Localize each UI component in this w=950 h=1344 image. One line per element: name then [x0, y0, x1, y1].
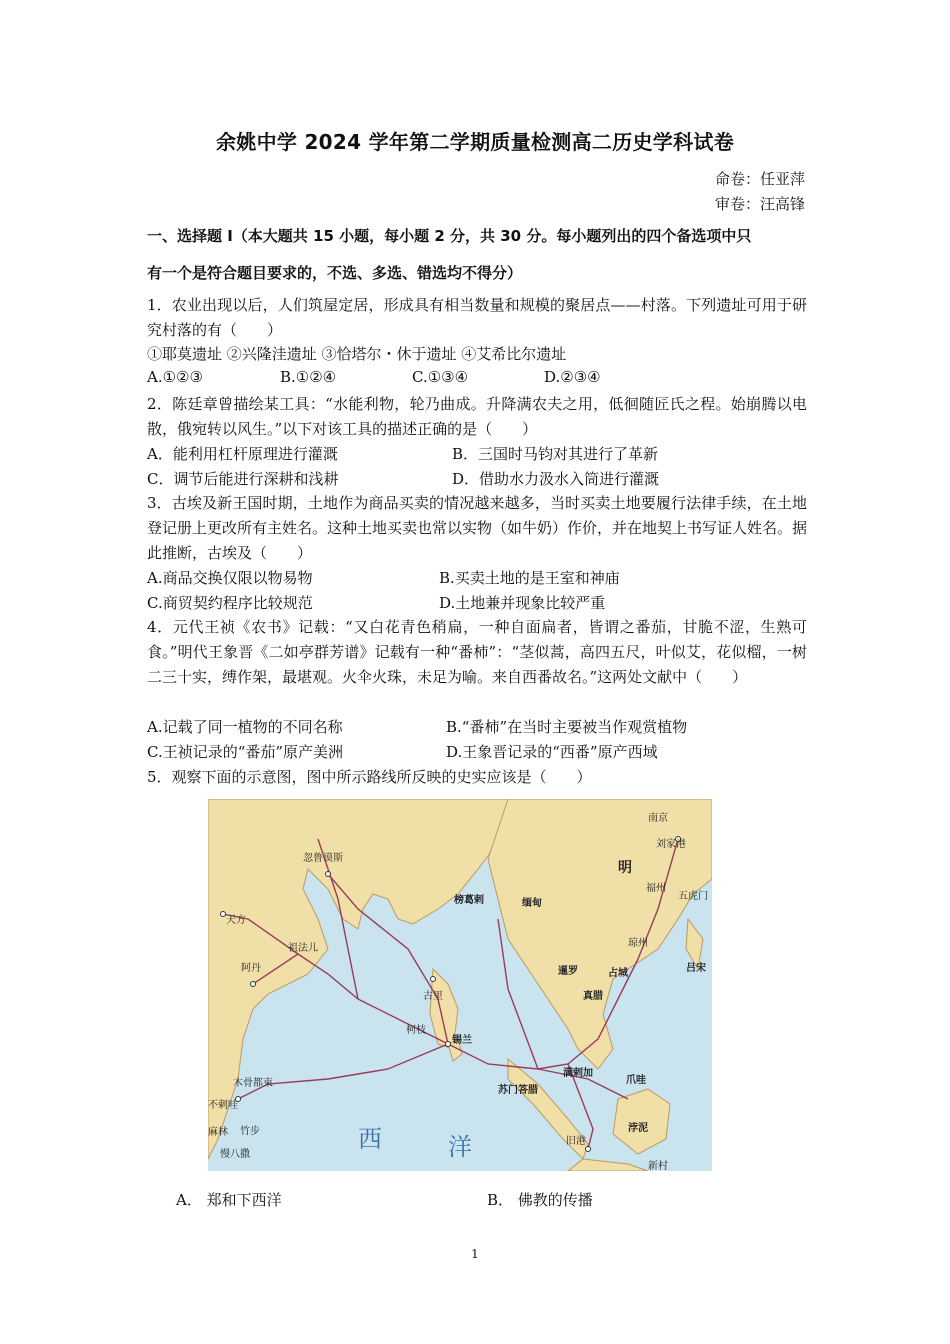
voyage-route-map [208, 799, 712, 1171]
map-label: 榜葛剌 [454, 895, 484, 906]
map-label: 天方 [226, 915, 246, 926]
map-label: 琼州 [628, 938, 648, 949]
map-label: 柯枝 [406, 1025, 426, 1036]
q2-stem: 2．陈廷章曾描绘某工具：“水能利物，轮乃曲成。升降满农夫之用，低徊随匠氏之程。始崩腾以电散，俄宛转以风生。”以下对该工具的描述正确的是（ ） [147, 395, 807, 438]
map-label: 暹罗 [558, 966, 578, 977]
section-heading-line1: 一、选择题 I（本大题共 15 小题，每小题 2 分，共 30 分。每小题列出的四个备选项中只 [147, 227, 752, 245]
map-label: 新村 [648, 1161, 668, 1171]
q3-option-b: B.买卖土地的是王室和神庙 [439, 569, 620, 587]
ocean-label-yang: 洋 [448, 1133, 474, 1161]
q5-stem: 5．观察下面的示意图，图中所示路线所反映的史实应该是（ ） [147, 768, 592, 786]
map-label: 明 [618, 860, 632, 876]
map-label: 锡兰 [452, 1035, 472, 1046]
map-label: 苏门答腊 [498, 1085, 538, 1096]
map-label: 阿丹 [241, 963, 261, 974]
q4-option-d: D.王象晋记录的“西番”原产西域 [446, 743, 658, 761]
q2-option-d: D．借助水力汲水入筒进行灌溉 [452, 470, 660, 488]
setter-line: 命卷：任亚萍 [714, 170, 805, 188]
q1-option-b: B.①②④ [280, 368, 337, 386]
ocean-label-xi: 西 [358, 1125, 384, 1153]
section-heading-line2: 有一个是符合题目要求的，不选、多选、错选均不得分） [147, 264, 523, 282]
page-title: 余姚中学 2024 学年第二学期质量检测高二历史学科试卷 [216, 130, 734, 154]
q1-option-a: A.①②③ [147, 368, 203, 386]
map-label: 旧港 [566, 1136, 586, 1147]
map-label: 占城 [608, 968, 628, 979]
q2-option-b: B．三国时马钧对其进行了革新 [452, 445, 659, 463]
map-label: 慢八撒 [220, 1149, 250, 1160]
q3-option-a: A.商品交换仅限以物易物 [147, 569, 313, 587]
map-label: 忽鲁谟斯 [303, 853, 343, 864]
map-label: 满剌加 [563, 1068, 593, 1079]
q4-stem: 4．元代王祯《农书》记载：“又白花青色稍扁，一种自面扁者，皆谓之番茄，甘脆不涩，生熟可食。”明代王象晋《二如亭群芳谱》记载有一种“番柿”：“茎似蒿，高四五尺，叶似艾，花似榴，一树二三十实，缚作架，最堪观。火伞火珠，未足为喻。来自西番故名。”这两处文献中（ ） [147, 618, 807, 686]
reviewer-line: 审卷：汪高锋 [714, 195, 805, 213]
map-label: 真腊 [583, 991, 603, 1002]
map-label: 缅甸 [522, 898, 542, 909]
map-label: 爪哇 [626, 1075, 646, 1086]
q3-stem: 3．古埃及新王国时期，土地作为商品买卖的情况越来越多，当时买卖土地要履行法律手续，在土地登记册上更改所有主姓名。这种土地买卖也常以实物（如牛奶）作价，并在地契上书写证人姓名。据此推断，古埃及（ ） [147, 494, 808, 562]
q4-option-c: C.王祯记录的“番茄”原产美洲 [147, 743, 344, 761]
q3-option-d: D.土地兼并现象比较严重 [439, 594, 606, 612]
map-label: 木骨都束 [233, 1078, 273, 1089]
q1-option-c: C.①③④ [412, 368, 469, 386]
map-label: 五虎门 [678, 891, 708, 902]
q1-items: ①耶莫遗址 ②兴隆洼遗址 ③恰塔尔・休于遗址 ④艾希比尔遗址 [147, 345, 567, 363]
q2-option-c: C．调节后能进行深耕和浅耕 [147, 470, 339, 488]
q5-option-a: A． 郑和下西洋 [176, 1191, 282, 1209]
map-label: 吕宋 [686, 963, 706, 974]
map-label: 浡泥 [628, 1123, 648, 1134]
map-label: 刘家港 [656, 839, 686, 850]
map-label: 麻林 [208, 1127, 228, 1138]
map-label: 不剌哇 [208, 1100, 238, 1111]
q5-option-b: B． 佛教的传播 [487, 1191, 593, 1209]
map-label: 福州 [646, 883, 666, 894]
page-number: 1 [471, 1247, 479, 1261]
map-label: 古里 [423, 991, 443, 1002]
q3-option-c: C.商贸契约程序比较规范 [147, 594, 313, 612]
q1-option-d: D.②③④ [544, 368, 601, 386]
map-graphic [208, 799, 712, 1171]
q4-option-a: A.记载了同一植物的不同名称 [147, 718, 343, 736]
q4-option-b: B.“番柿”在当时主要被当作观赏植物 [446, 718, 688, 736]
map-label: 祖法儿 [288, 943, 318, 954]
q2-option-a: A．能利用杠杆原理进行灌溉 [147, 445, 338, 463]
map-label: 南京 [648, 813, 668, 824]
q1-stem: 1．农业出现以后，人们筑屋定居，形成具有相当数量和规模的聚居点——村落。下列遗址可用于研究村落的有（ ） [147, 296, 807, 339]
map-label: 竹步 [240, 1126, 260, 1137]
